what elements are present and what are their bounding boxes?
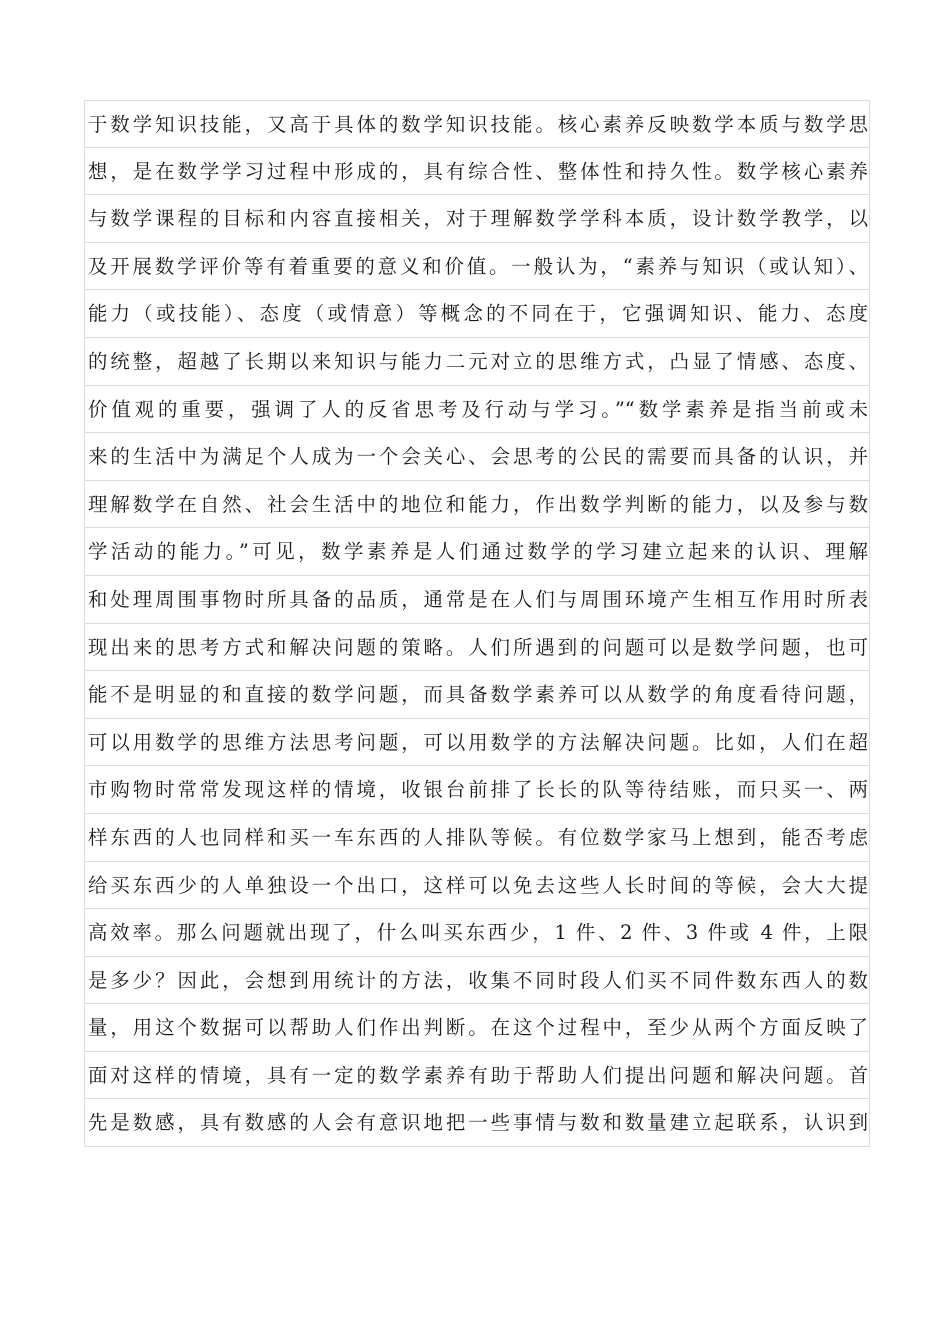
- text-line: 先是数感，具有数感的人会有意识地把一些事情与数和数量建立起联系，认识到: [85, 1099, 869, 1147]
- text-line: 来的生活中为满足个人成为一个会关心、会思考的公民的需要而具备的认识，并: [85, 433, 869, 481]
- text-line: 能力（或技能）、态度（或情意）等概念的不同在于，它强调知识、能力、态度: [85, 290, 869, 338]
- text-line: 市购物时常常发现这样的情境，收银台前排了长长的队等待结账，而只买一、两: [85, 766, 869, 814]
- text-line: 是多少？因此，会想到用统计的方法，收集不同时段人们买不同件数东西人的数: [85, 957, 869, 1005]
- text-line: 于数学知识技能，又高于具体的数学知识技能。核心素养反映数学本质与数学思: [85, 100, 869, 148]
- text-line: 量，用这个数据可以帮助人们作出判断。在这个过程中，至少从两个方面反映了: [85, 1004, 869, 1052]
- text-line: 样东西的人也同样和买一车东西的人排队等候。有位数学家马上想到，能否考虑: [85, 814, 869, 862]
- text-line: 现出来的思考方式和解决问题的策略。人们所遇到的问题可以是数学问题，也可: [85, 624, 869, 672]
- text-line: 和处理周围事物时所具备的品质，通常是在人们与周围环境产生相互作用时所表: [85, 576, 869, 624]
- text-line: 想，是在数学学习过程中形成的，具有综合性、整体性和持久性。数学核心素养: [85, 148, 869, 196]
- text-line: 给买东西少的人单独设一个出口，这样可以免去这些人长时间的等候，会大大提: [85, 862, 869, 910]
- text-line: 及开展数学评价等有着重要的意义和价值。一般认为，“素养与知识（或认知）、: [85, 243, 869, 291]
- text-line: 高效率。那么问题就出现了，什么叫买东西少，1 件、2 件、3 件或 4 件，上限: [85, 909, 869, 957]
- text-line: 可以用数学的思维方法思考问题，可以用数学的方法解决问题。比如，人们在超: [85, 719, 869, 767]
- text-line: 价值观的重要，强调了人的反省思考及行动与学习。”“数学素养是指当前或未: [85, 386, 869, 434]
- text-line: 的统整，超越了长期以来知识与能力二元对立的思维方式，凸显了情感、态度、: [85, 338, 869, 386]
- body-text: [84, 100, 870, 1147]
- text-line: 学活动的能力。”可见，数学素养是人们通过数学的学习建立起来的认识、理解: [85, 528, 869, 576]
- text-line: 面对这样的情境，具有一定的数学素养有助于帮助人们提出问题和解决问题。首: [85, 1052, 869, 1100]
- text-line: 能不是明显的和直接的数学问题，而具备数学素养可以从数学的角度看待问题，: [85, 671, 869, 719]
- text-line: 理解数学在自然、社会生活中的地位和能力，作出数学判断的能力，以及参与数: [85, 481, 869, 529]
- text-line: 与数学课程的目标和内容直接相关，对于理解数学学科本质，设计数学教学，以: [85, 195, 869, 243]
